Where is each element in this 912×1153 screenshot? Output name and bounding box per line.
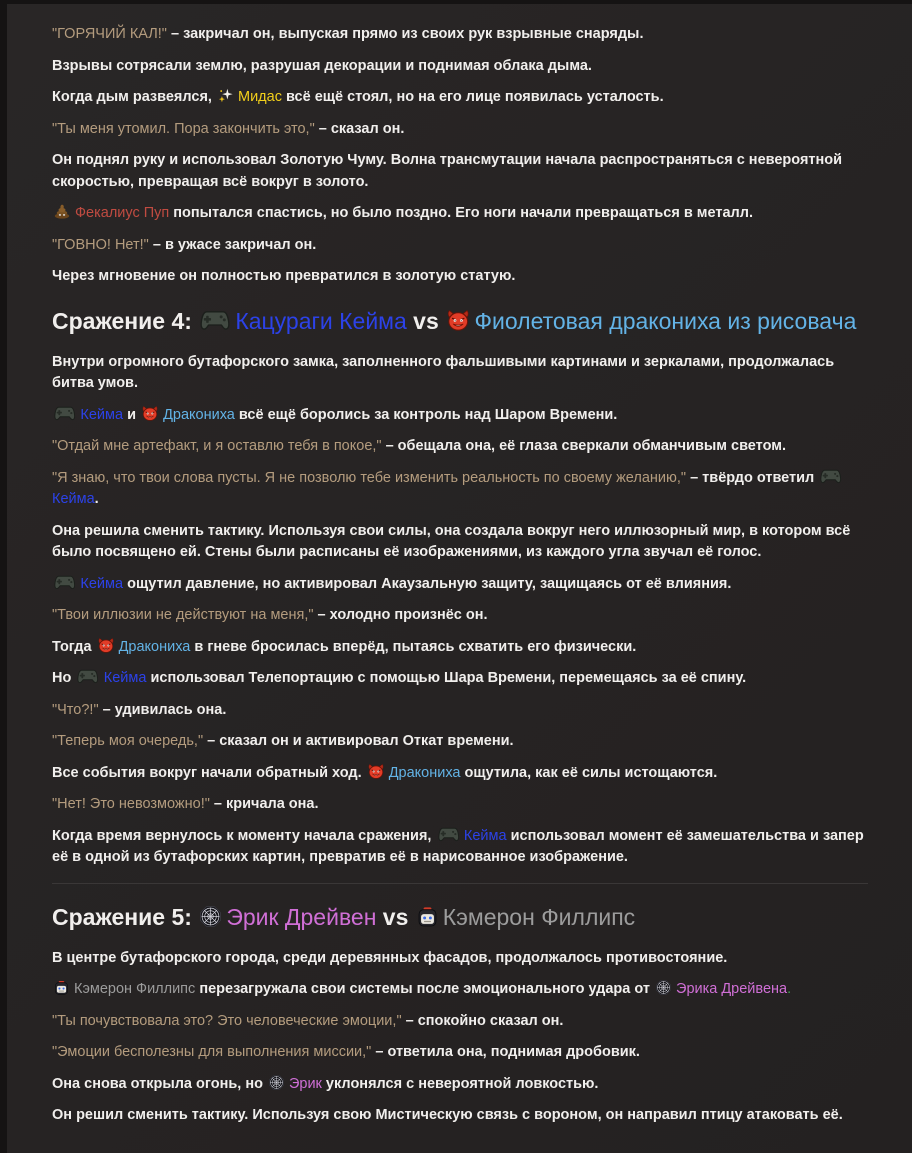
- story-paragraph: [52, 352, 868, 395]
- story-paragraph: [52, 235, 868, 257]
- narration-text: Взрывы сотрясали землю, разрушая декорации и поднимая облака дыма.: [52, 57, 592, 74]
- story-paragraph: [52, 24, 868, 46]
- narration-text: и: [123, 406, 141, 423]
- narration-text: Когда дым развеялся,: [52, 89, 216, 105]
- quote-text: "Ты меня утомил. Пора закончить это,": [52, 120, 315, 137]
- narration-text: Но: [52, 670, 76, 686]
- narration-text: – удивилась она.: [98, 701, 227, 718]
- story-paragraph: [52, 203, 868, 225]
- quote-text: "Нет! Это невозможно!": [52, 796, 210, 812]
- battle-heading: [52, 306, 868, 336]
- story-paragraph: [52, 87, 868, 109]
- devil-icon: [98, 637, 114, 659]
- story-content[interactable]: [7, 4, 912, 1153]
- story-paragraph: [52, 56, 868, 78]
- story-paragraph: [52, 668, 868, 690]
- battle-heading: [52, 902, 868, 932]
- narration-text: vs: [406, 307, 446, 334]
- narration-text: использовал Телепортацию с помощью Шара Времени, перемещаясь за её спину.: [146, 670, 747, 686]
- quote-text: "ГОВНО! Нет!": [52, 236, 149, 253]
- section-divider: [52, 883, 868, 884]
- story-paragraph: [52, 605, 868, 627]
- story-paragraph: [52, 1011, 868, 1033]
- quote-text: "Отдай мне артефакт, и я оставлю тебя в покое,": [52, 438, 382, 454]
- gamepad-icon: [54, 574, 75, 596]
- narration-text: ощутил давление, но активировал Акаузальную защиту, защищаясь от её влияния.: [123, 575, 732, 592]
- quote-text: "Я знаю, что твои слова пусты. Я не позволю тебе изменить реальность по своему желанию,": [52, 469, 687, 486]
- story-paragraph: [52, 979, 868, 1001]
- character-name: Мидас: [238, 89, 282, 105]
- character-name: .: [787, 981, 792, 997]
- narration-text: использовал момент её замешательства и запер её в одной из бутафорских картин, превратив её в нарисованное изображение.: [52, 827, 868, 865]
- narration-text: Сражение 5:: [52, 903, 199, 930]
- narration-text: Когда время вернулось к моменту начала сражения,: [52, 827, 436, 844]
- web-icon: [269, 1074, 284, 1096]
- devil-icon: [142, 405, 158, 427]
- quote-text: "ГОРЯЧИЙ КАЛ!": [52, 26, 167, 42]
- gamepad-icon: [820, 468, 841, 490]
- story-paragraph: [52, 574, 868, 596]
- narration-text: – обещала она, её глаза сверкали обманчивым светом.: [381, 438, 787, 454]
- story-paragraph: [52, 468, 868, 511]
- story-paragraph: [52, 826, 868, 869]
- narration-text: в гневе бросилась вперёд, пытаясь схватить его физически.: [190, 638, 637, 655]
- sparkles-icon: [218, 87, 233, 109]
- story-paragraph: [52, 150, 868, 193]
- narration-text: – закричал он, выпуская прямо из своих рук взрывные снаряды.: [166, 26, 644, 42]
- story-paragraph: [52, 637, 868, 659]
- robot-icon: [54, 979, 69, 1001]
- quote-text: "Твои иллюзии не действуют на меня,": [52, 607, 314, 623]
- gamepad-icon: [54, 405, 75, 427]
- web-icon: [200, 902, 221, 932]
- story-paragraph: [52, 948, 868, 970]
- narration-text: .: [94, 491, 99, 507]
- quote-text: "Теперь моя очередь,": [52, 733, 204, 749]
- narration-text: – кричала она.: [209, 796, 319, 812]
- gamepad-icon: [77, 668, 98, 690]
- story-paragraph: [52, 436, 868, 458]
- story-paragraph: [52, 731, 868, 753]
- narration-text: Он поднял руку и использовал Золотую Чуму. Волна трансмутации начала распространяться с невероятной скоростью, превращая всё вокруг в золото.: [52, 152, 847, 190]
- narration-text: vs: [376, 903, 415, 930]
- narration-text: – в ужасе закричал он.: [148, 236, 317, 253]
- gamepad-icon: [200, 306, 230, 336]
- devil-icon: [447, 306, 469, 336]
- story-paragraph: [52, 1074, 868, 1096]
- quote-text: "Эмоции бесполезны для выполнения миссии,": [52, 1044, 372, 1060]
- character-name: Кэмерон Филлипс: [442, 903, 636, 930]
- narration-text: Через мгновение он полностью превратился в золотую статую.: [52, 268, 516, 284]
- narration-text: всё ещё стоял, но на его лице появилась усталость.: [281, 89, 664, 105]
- character-name: Кейма: [80, 575, 124, 592]
- character-name: Кацураги Кейма: [235, 307, 407, 334]
- character-name: Кейма: [463, 827, 507, 844]
- character-name: Дракониха: [163, 406, 235, 423]
- robot-icon: [417, 902, 438, 932]
- narration-text: Сражение 4:: [52, 307, 199, 334]
- devil-icon: [368, 763, 384, 785]
- story-paragraph: [52, 763, 868, 785]
- narration-text: – спокойно сказал он.: [401, 1012, 564, 1029]
- character-name: Эрика Дрейвена: [676, 981, 788, 997]
- story-paragraph: [52, 119, 868, 141]
- narration-text: попытался спастись, но было поздно. Его ноги начали превращаться в металл.: [169, 205, 754, 221]
- character-name: Дракониха: [118, 638, 191, 655]
- narration-text: Она решила сменить тактику. Используя свои силы, она создала вокруг него иллюзорный мир, в котором всё было посвящено ей. Стены были расписаны её изображениями, из каждого угла звучал её голос.: [52, 522, 855, 560]
- narration-text: – сказал он и активировал Откат времени.: [203, 733, 514, 749]
- character-name: Кейма: [103, 670, 147, 686]
- gamepad-icon: [438, 826, 459, 848]
- character-name: Фиолетовая дракониха из рисовача: [474, 307, 857, 334]
- narration-text: В центре бутафорского города, среди деревянных фасадов, продолжалось противостояние.: [52, 949, 728, 966]
- poop-icon: [54, 203, 70, 225]
- story-paragraph: [52, 794, 868, 816]
- narration-text: Она снова открыла огонь, но: [52, 1075, 267, 1092]
- story-paragraph: [52, 700, 868, 722]
- story-paragraph: [52, 1042, 868, 1064]
- narration-text: – твёрдо ответил: [686, 469, 819, 486]
- character-name: Эрик Дрейвен: [226, 903, 377, 930]
- narration-text: – ответила она, поднимая дробовик.: [371, 1044, 640, 1060]
- narration-text: ощутила, как её силы истощаются.: [460, 764, 718, 781]
- narration-text: всё ещё боролись за контроль над Шаром Времени.: [234, 406, 618, 423]
- story-paragraph: [52, 266, 868, 288]
- narration-text: перезагружала свои системы после эмоционального удара от: [195, 981, 655, 997]
- quote-text: "Ты почувствовала это? Это человеческие эмоции,": [52, 1012, 402, 1029]
- character-name: Дракониха: [388, 764, 461, 781]
- narration-text: Тогда: [52, 638, 96, 655]
- character-name: Фекалиус Пуп: [75, 205, 170, 221]
- quote-text: "Что?!": [52, 701, 99, 718]
- character-name: Кэмерон Филлипс: [74, 981, 196, 997]
- web-icon: [656, 979, 671, 1001]
- page: [7, 4, 912, 1153]
- narration-text: – холодно произнёс он.: [313, 607, 488, 623]
- narration-text: – сказал он.: [314, 120, 405, 137]
- story-paragraph: [52, 521, 868, 564]
- narration-text: Все события вокруг начали обратный ход.: [52, 764, 366, 781]
- narration-text: уклонялся с невероятной ловкостью.: [321, 1075, 599, 1092]
- narration-text: Он решил сменить тактику. Используя свою Мистическую связь с вороном, он направил птицу атаковать её.: [52, 1107, 843, 1123]
- character-name: Эрик: [288, 1075, 322, 1092]
- story-paragraph: [52, 1105, 868, 1127]
- narration-text: Внутри огромного бутафорского замка, заполненного фальшивыми картинами и зеркалами, продолжалась битва умов.: [52, 353, 839, 391]
- character-name: Кейма: [80, 406, 124, 423]
- character-name: Кейма: [52, 491, 95, 507]
- story-paragraph: [52, 405, 868, 427]
